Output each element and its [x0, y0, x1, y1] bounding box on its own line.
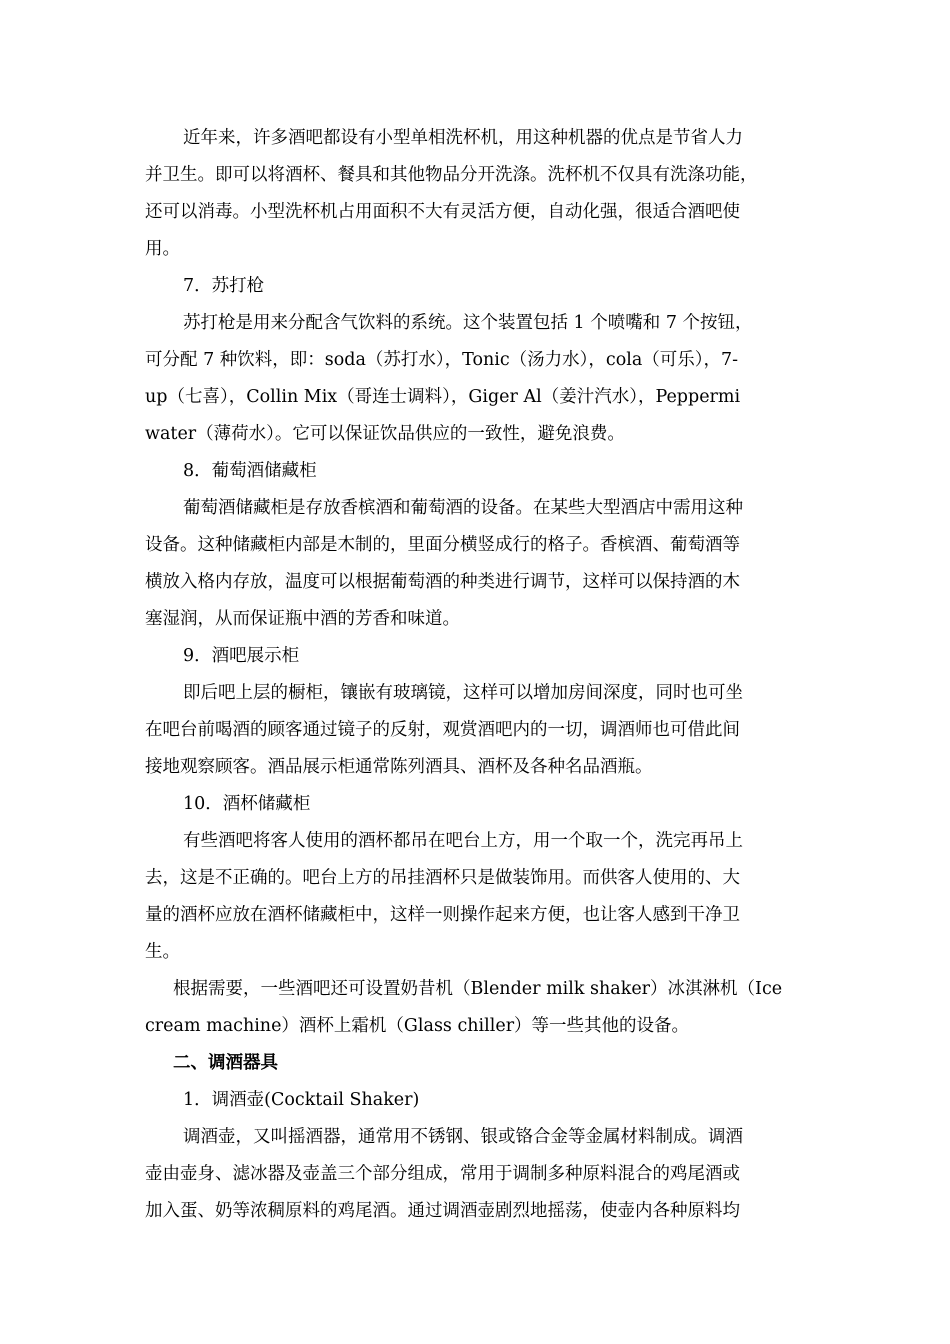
chapter-heading: 二、调酒器具 [173, 1053, 278, 1073]
paragraph-line: 加入蛋、奶等浓稠原料的鸡尾酒。通过调酒壶剧烈地摇荡，使壶内各种原料均 [145, 1201, 740, 1221]
paragraph-line: 塞湿润，从而保证瓶中酒的芳香和味道。 [145, 609, 460, 629]
paragraph-line: up（七喜），Collin Mix（哥连士调料），Giger Al（姜汁汽水），Peppermi [145, 387, 741, 407]
section-heading: 10．酒杯储藏柜 [183, 794, 311, 814]
section-heading: 1．调酒壶(Cocktail Shaker) [183, 1090, 420, 1110]
paragraph-line: 调酒壶，又叫摇酒器，通常用不锈钢、银或铬合金等金属材料制成。调酒 [183, 1127, 743, 1147]
paragraph-line: water（薄荷水）。它可以保证饮品供应的一致性，避免浪费。 [145, 424, 625, 444]
section-heading: 7．苏打枪 [183, 276, 265, 296]
paragraph-line: 还可以消毒。小型洗杯机占用面积不大有灵活方便，自动化强，很适合酒吧使 [145, 202, 740, 222]
paragraph-line: 在吧台前喝酒的顾客通过镜子的反射，观赏酒吧内的一切，调酒师也可借此间 [145, 720, 740, 740]
paragraph-line: 量的酒杯应放在酒杯储藏柜中，这样一则操作起来方便，也让客人感到干净卫 [145, 905, 740, 925]
paragraph-line: 去，这是不正确的。吧台上方的吊挂酒杯只是做装饰用。而供客人使用的、大 [145, 868, 740, 888]
paragraph-line: 生。 [145, 942, 180, 962]
paragraph-line: cream machine）酒杯上霜机（Glass chiller）等一些其他的设备。 [145, 1016, 690, 1036]
paragraph-line: 可分配 7 种饮料，即：soda（苏打水），Tonic（汤力水），cola（可乐），7- [145, 350, 739, 370]
paragraph-line: 有些酒吧将客人使用的酒杯都吊在吧台上方，用一个取一个，洗完再吊上 [183, 831, 743, 851]
section-heading: 8．葡萄酒储藏柜 [183, 461, 317, 481]
paragraph-line: 根据需要，一些酒吧还可设置奶昔机（Blender milk shaker）冰淇淋机（Ice [173, 979, 783, 999]
paragraph-line: 即后吧上层的橱柜，镶嵌有玻璃镜，这样可以增加房间深度，同时也可坐 [183, 683, 743, 703]
paragraph-line: 设备。这种储藏柜内部是木制的，里面分横竖成行的格子。香槟酒、葡萄酒等 [145, 535, 740, 555]
paragraph-line: 壶由壶身、滤冰器及壶盖三个部分组成，常用于调制多种原料混合的鸡尾酒或 [145, 1164, 740, 1184]
paragraph-line: 接地观察顾客。酒品展示柜通常陈列酒具、酒杯及各种名品酒瓶。 [145, 757, 653, 777]
paragraph-line: 葡萄酒储藏柜是存放香槟酒和葡萄酒的设备。在某些大型酒店中需用这种 [183, 498, 743, 518]
paragraph-line: 近年来，许多酒吧都设有小型单相洗杯机，用这种机器的优点是节省人力 [183, 128, 743, 148]
paragraph-line: 横放入格内存放，温度可以根据葡萄酒的种类进行调节，这样可以保持酒的木 [145, 572, 740, 592]
paragraph-line: 用。 [145, 239, 180, 259]
section-heading: 9．酒吧展示柜 [183, 646, 300, 666]
paragraph-line: 苏打枪是用来分配含气饮料的系统。这个装置包括 1 个喷嘴和 7 个按钮， [183, 313, 753, 333]
paragraph-line: 并卫生。即可以将酒杯、餐具和其他物品分开洗涤。洗杯机不仅具有洗涤功能， [145, 165, 758, 185]
